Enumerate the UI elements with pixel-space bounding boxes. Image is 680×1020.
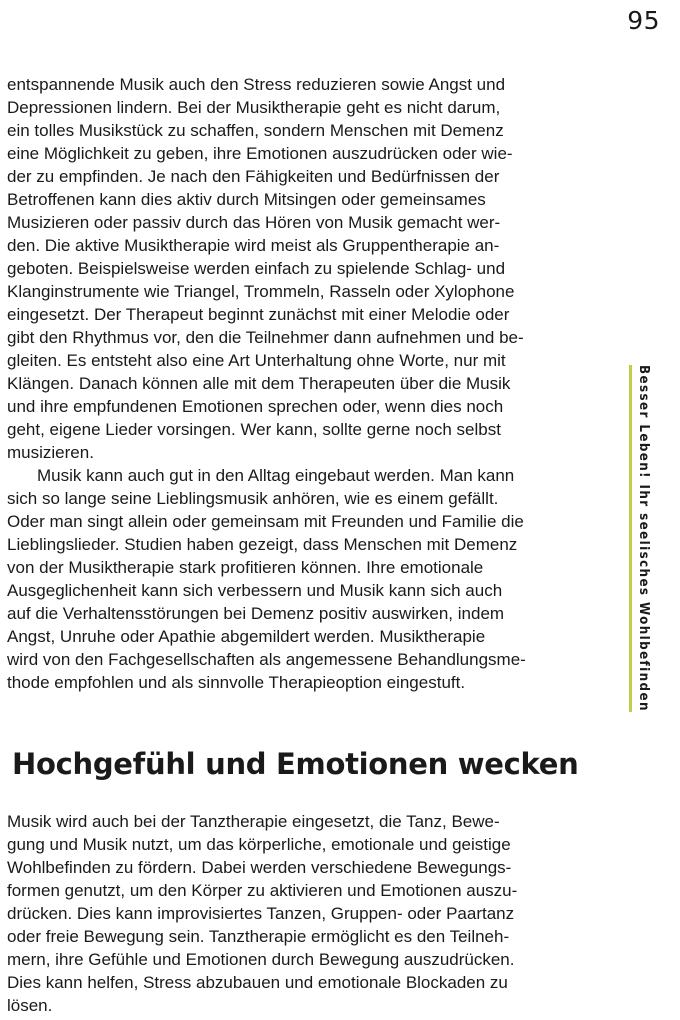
text-line: drücken. Dies kann improvisiertes Tanzen, Gruppen- oder Paartanz (7, 904, 515, 923)
text-line: Angst, Unruhe oder Apathie abgemildert werden. Musiktherapie (7, 627, 486, 646)
page-number: 95 (627, 6, 660, 35)
text-line: ein tolles Musikstück zu schaffen, sondern Menschen mit Demenz (7, 121, 504, 140)
text-line: musizieren. (7, 443, 94, 462)
text-line: mern, ihre Gefühle und Emotionen durch Bewegung auszudrücken. (7, 950, 515, 969)
text-line: wird von den Fachgesellschaften als angemessene Behandlungsme- (7, 650, 526, 669)
side-tab-rule (629, 365, 632, 712)
text-line: eingesetzt. Der Therapeut beginnt zunächst mit einer Melodie oder (7, 305, 510, 324)
text-line: sich so lange seine Lieblingsmusik anhören, wie es einem gefällt. (7, 489, 499, 508)
text-line: Dies kann helfen, Stress abzubauen und emotionale Blockaden zu (7, 973, 508, 992)
text-line: auf die Verhaltensstörungen bei Demenz positiv auswirken, indem (7, 604, 505, 623)
side-tab (628, 365, 654, 712)
text-line: oder freie Bewegung sein. Tanztherapie ermöglicht es den Teilneh- (7, 927, 510, 946)
text-line: Lieblingslieder. Studien haben gezeigt, dass Menschen mit Demenz (7, 535, 518, 554)
section-heading: Hochgefühl und Emotionen wecken (12, 747, 579, 781)
text-line: Ausgeglichenheit kann sich verbessern und Musik kann sich auch (7, 581, 503, 600)
text-line: entspannende Musik auch den Stress reduzieren sowie Angst und (7, 75, 506, 94)
text-line: formen genutzt, um den Körper zu aktivieren und Emotionen auszu- (7, 881, 518, 900)
text-line: gibt den Rhythmus vor, den die Teilnehmer dann aufnehmen und be- (7, 328, 524, 347)
text-line: Betroffenen kann dies aktiv durch Mitsingen oder gemeinsames (7, 190, 486, 209)
text-line: thode empfohlen und als sinnvolle Therapieoption eingestuft. (7, 673, 466, 692)
text-line: lösen. (7, 996, 53, 1015)
text-line: Klanginstrumente wie Triangel, Trommeln, Rasseln oder Xylophone (7, 282, 515, 301)
side-tab-label: Besser Leben! Ihr seelisches Wohlbefinden (636, 365, 651, 712)
text-line: Musizieren oder passiv durch das Hören von Musik gemacht wer- (7, 213, 501, 232)
text-line: Musik kann auch gut in den Alltag eingebaut werden. Man kann (37, 466, 515, 485)
text-line: geboten. Beispielsweise werden einfach zu spielende Schlag- und (7, 259, 506, 278)
text-line: und ihre empfundenen Emotionen sprechen oder, wenn dies noch (7, 397, 504, 416)
text-line: geht, eigene Lieder vorsingen. Wer kann, sollte gerne noch selbst (7, 420, 501, 439)
text-line: Klängen. Danach können alle mit dem Therapeuten über die Musik (7, 374, 511, 393)
text-line: Oder man singt allein oder gemeinsam mit Freunden und Familie die (7, 512, 524, 531)
text-line: Depressionen lindern. Bei der Musiktherapie geht es nicht darum, (7, 98, 501, 117)
text-line: Musik wird auch bei der Tanztherapie eingesetzt, die Tanz, Bewe- (7, 812, 500, 831)
text-line: gleiten. Es entsteht also eine Art Unterhaltung ohne Worte, nur mit (7, 351, 506, 370)
text-line: Wohlbefinden zu fördern. Dabei werden verschiedene Bewegungs- (7, 858, 512, 877)
text-line: gung und Musik nutzt, um das körperliche, emotionale und geistige (7, 835, 511, 854)
text-line: den. Die aktive Musiktherapie wird meist als Gruppentherapie an- (7, 236, 500, 255)
text-line: eine Möglichkeit zu geben, ihre Emotionen auszudrücken oder wie- (7, 144, 513, 163)
text-line: von der Musiktherapie stark profitieren können. Ihre emotionale (7, 558, 484, 577)
text-line: der zu empfinden. Je nach den Fähigkeiten und Bedürfnissen der (7, 167, 500, 186)
